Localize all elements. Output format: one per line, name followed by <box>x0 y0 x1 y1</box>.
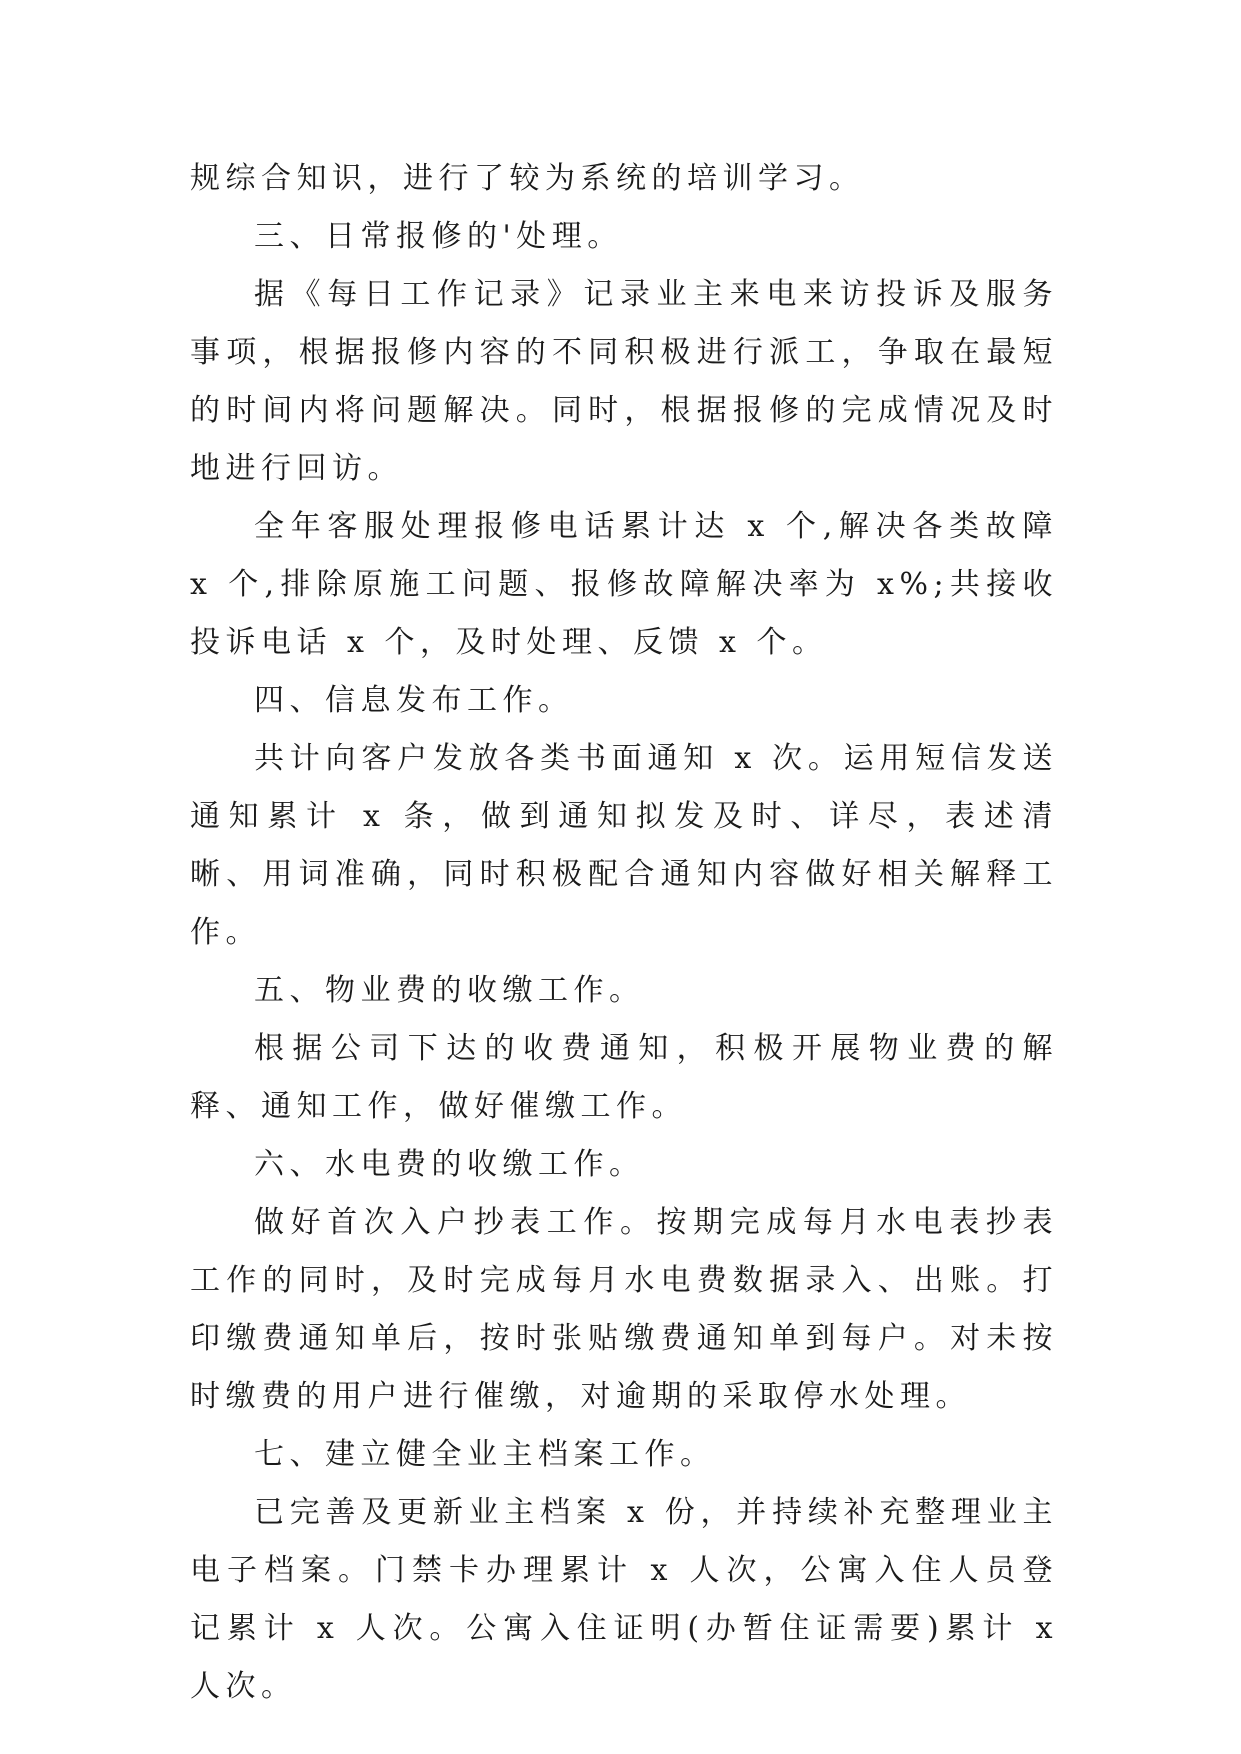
paragraph-utility-fee: 做好首次入户抄表工作。按期完成每月水电表抄表工作的同时，及时完成每月水电费数据录入、出账。打印缴费通知单后，按时张贴缴费通知单到每户。对未按时缴费的用户进行催缴，对逾期的采取停水处理。 <box>190 1205 1058 1414</box>
paragraph-repair-handling: 据《每日工作记录》记录业主来电来访投诉及服务事项，根据报修内容的不同积极进行派工，争取在最短的时间内将问题解决。同时，根据报修的完成情况及时地进行回访。 <box>190 277 1058 486</box>
section-heading-3: 三、日常报修的'处理。 <box>254 219 623 254</box>
section-heading-7: 七、建立健全业主档案工作。 <box>254 1437 716 1472</box>
section-heading-5: 五、物业费的收缴工作。 <box>254 973 645 1008</box>
paragraph-continuation: 规综合知识，进行了较为系统的培训学习。 <box>190 161 865 196</box>
section-heading-6: 六、水电费的收缴工作。 <box>254 1147 645 1182</box>
paragraph-repair-stats: 全年客服处理报修电话累计达 x 个,解决各类故障 x 个,排除原施工问题、报修故障解决率为 x%;共接收投诉电话 x 个，及时处理、反馈 x 个。 <box>190 509 1058 660</box>
section-heading-4: 四、信息发布工作。 <box>254 683 574 718</box>
document-body <box>190 150 1058 1716</box>
paragraph-owner-files: 已完善及更新业主档案 x 份，并持续补充整理业主电子档案。门禁卡办理累计 x 人次，公寓入住人员登记累计 x 人次。公寓入住证明(办暂住证需要)累计 x 人次。 <box>190 1495 1058 1704</box>
paragraph-notices: 共计向客户发放各类书面通知 x 次。运用短信发送通知累计 x 条，做到通知拟发及时、详尽，表述清晰、用词准确，同时积极配合通知内容做好相关解释工作。 <box>190 741 1058 950</box>
paragraph-property-fee: 根据公司下达的收费通知，积极开展物业费的解释、通知工作，做好催缴工作。 <box>190 1031 1058 1124</box>
